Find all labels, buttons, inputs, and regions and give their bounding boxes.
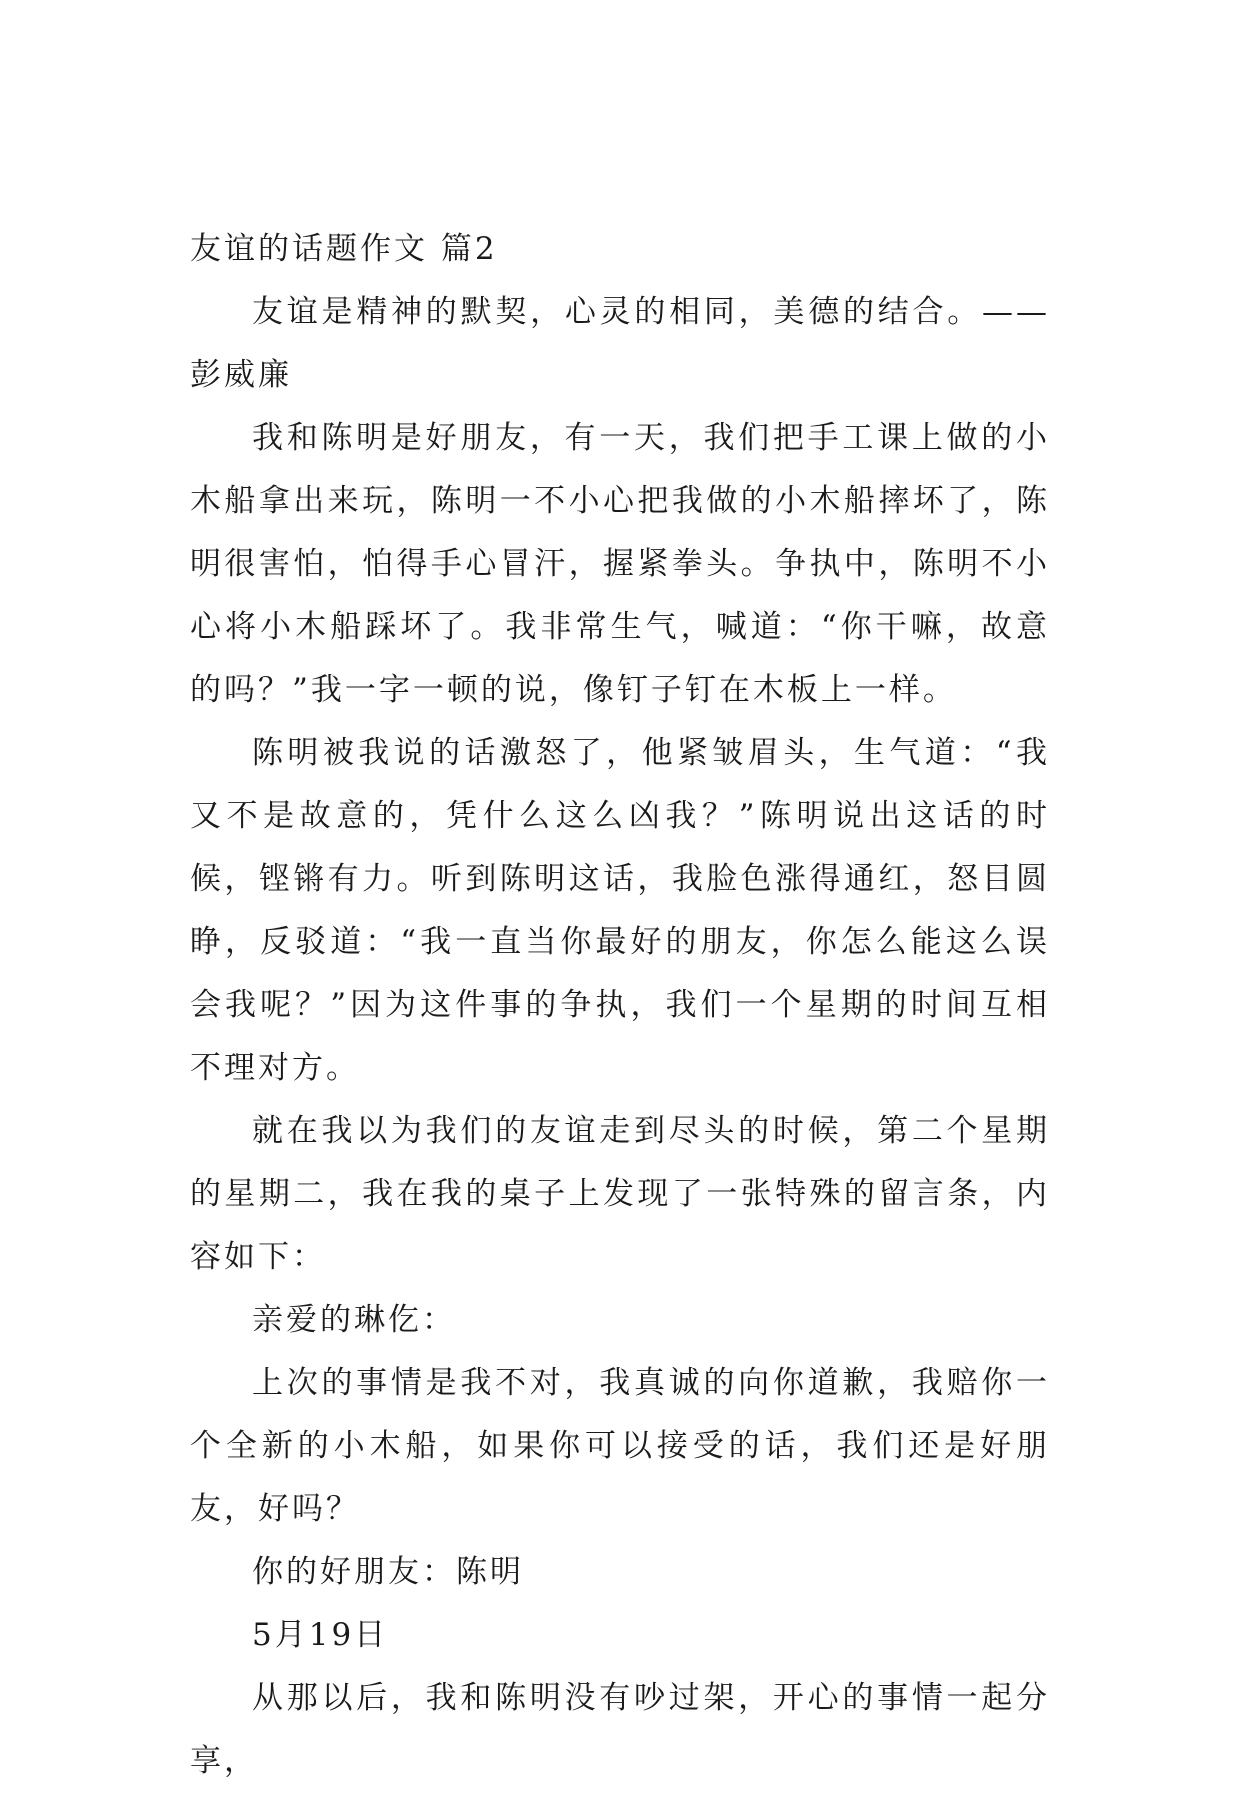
note-body: 上次的事情是我不对，我真诚的向你道歉，我赔你一个全新的小木船，如果你可以接受的话，我们还是好朋友，好吗？: [190, 1365, 1050, 1527]
note-salutation: 亲爱的琳仡：: [252, 1302, 456, 1338]
paragraph-ending: 从那以后，我和陈明没有吵过架，开心的事情一起分享，: [190, 1680, 1050, 1779]
paragraph-note-found: 就在我以为我们的友谊走到尽头的时候，第二个星期的星期二，我在我的桌子上发现了一张特殊的留言条，内容如下：: [190, 1113, 1050, 1275]
paragraph-argument: 陈明被我说的话激怒了，他紧皱眉头，生气道：“我又不是故意的，凭什么这么凶我？”陈明说出这话的时候，铿锵有力。听到陈明这话，我脸色涨得通红，怒目圆睁，反驳道：“我一直当你最好的朋友，你怎么能这么误会我呢？”因为这件事的争执，我们一个星期的时间互相不理对方。: [190, 735, 1050, 1086]
paragraph-broken-boat: 我和陈明是好朋友，有一天，我们把手工课上做的小木船拿出来玩，陈明一不小心把我做的小木船摔坏了，陈明很害怕，怕得手心冒汗，握紧拳头。争执中，陈明不小心将小木船踩坏了。我非常生气，喊道：“你干嘛，故意的吗？”我一字一顿的说，像钉子钉在木板上一样。: [190, 420, 1050, 708]
note-date: 5月19日: [252, 1617, 389, 1653]
note-signature: 你的好朋友：陈明: [252, 1554, 524, 1590]
paragraph-quote: 友谊是精神的默契，心灵的相同，美德的结合。——彭威廉: [190, 294, 1050, 393]
document-body: [190, 218, 1050, 1793]
document-title: 友谊的话题作文 篇2: [190, 231, 498, 267]
